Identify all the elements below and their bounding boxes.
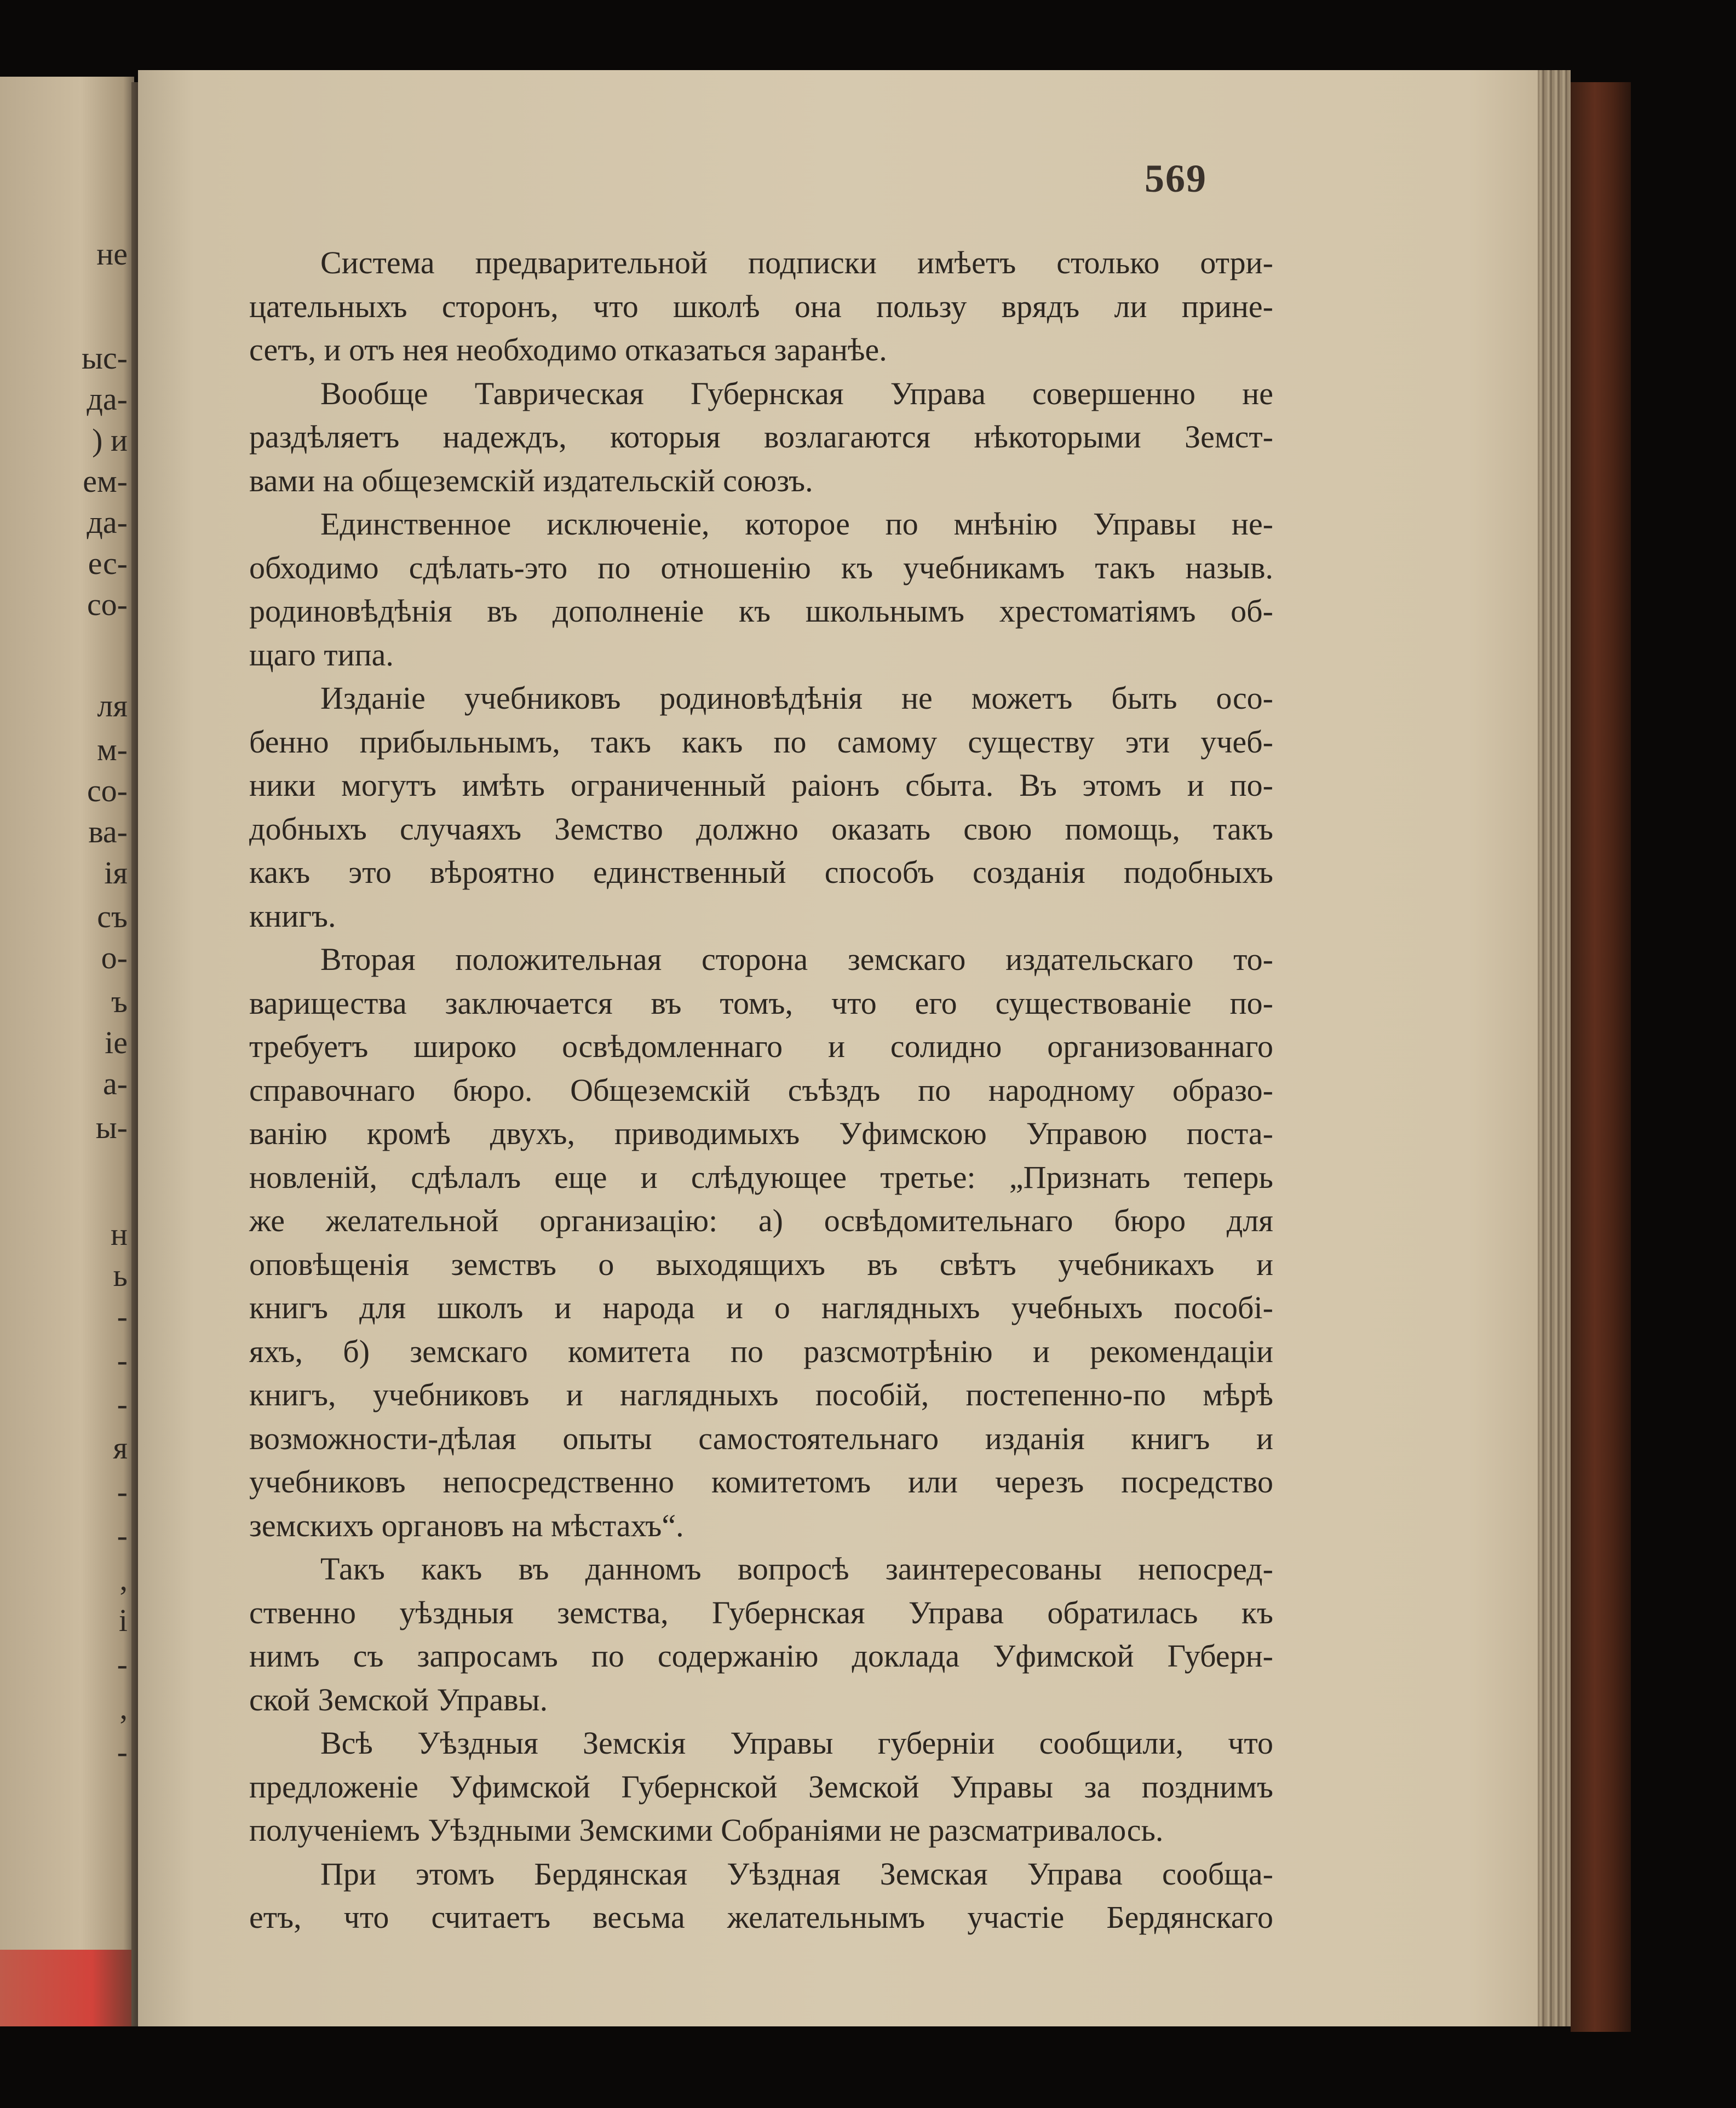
left-page-text-fragment: ыс- [81,340,128,376]
text-line: полученіемъ Уѣздными Земскими Собраніями не разсматривалось. [249,1812,1164,1848]
text-line: Вообще Таврическая Губернская Управа совершенно не [320,375,1273,411]
text-line: ской Земской Управы. [249,1681,548,1718]
text-line: оповѣщенія земствъ о выходящихъ въ свѣтъ учебникахъ и [249,1246,1273,1282]
paragraph [249,372,1273,503]
left-page-text-fragment: ес- [88,545,128,581]
left-page-text-fragment: ) и [92,422,128,458]
left-page-text-fragment: со- [87,587,128,622]
paragraph [249,938,1273,1547]
left-page-text-fragment: - [117,1518,128,1553]
text-line: раздѣляетъ надеждъ, которыя возлагаются нѣкоторыми Земст- [249,419,1273,455]
text-line: ники могутъ имѣть ограниченный раіонъ сбыта. Въ этомъ и по- [249,767,1273,803]
paragraph [249,676,1273,938]
left-page-text-fragment: - [117,1299,128,1334]
left-page-text-fragment: ь [113,1257,128,1293]
left-page-text-fragment: - [117,1342,128,1378]
left-page-text-fragment: - [117,1734,128,1770]
text-line: Такъ какъ въ данномъ вопросѣ заинтересованы непосред- [320,1551,1273,1587]
text-line: учебниковъ непосредственно комитетомъ или черезъ посредство [249,1464,1273,1500]
left-page-text-fragment: о- [101,940,128,975]
left-page-text-fragment: да- [87,504,128,540]
book-binding [1571,82,1631,2032]
text-line: родиновѣдѣнія въ дополненіе къ школьнымъ хрестоматіямъ об- [249,593,1273,629]
left-page-text-fragment: , [119,1690,128,1726]
left-page-text-fragment: н [110,1216,128,1252]
left-page-text-fragment: , [119,1561,128,1597]
left-page-text-fragment: іе [105,1025,128,1060]
text-line: добныхъ случаяхъ Земство должно оказать свою помощь, такъ [249,811,1273,847]
left-page-text-fragment: ія [104,855,128,891]
text-line: етъ, что считаетъ весьма желательнымъ участіе Бердянскаго [249,1899,1273,1935]
left-page-text-fragment: - [117,1386,128,1422]
left-page-red-edge [0,1950,131,2026]
text-line: ванію кромѣ двухъ, приводимыхъ Уфимскою Управою поста- [249,1116,1273,1151]
text-line: книгъ, учебниковъ и наглядныхъ пособій, постепенно-по мѣрѣ [249,1377,1273,1412]
text-line: яхъ, б) земскаго комитета по разсмотрѣнію и рекомендаціи [249,1333,1273,1369]
left-page-text-fragment: да- [87,381,128,417]
paragraph [249,502,1273,676]
paragraph [249,241,1273,372]
text-line: книгъ для школъ и народа и о наглядныхъ учебныхъ пособі- [249,1290,1273,1325]
page-number: 569 [1145,157,1207,200]
text-line: щаго типа. [249,636,394,673]
text-line: возможности-дѣлая опыты самостоятельнаго изданія книгъ и [249,1420,1273,1456]
text-line: Изданіе учебниковъ родиновѣдѣнія не можетъ быть осо- [320,680,1273,716]
text-line: сетъ, и отъ нея необходимо отказаться заранѣе. [249,332,887,367]
text-line: При этомъ Бердянская Уѣздная Земская Управа сообща- [320,1856,1273,1892]
left-page-text-fragment: ъ [111,984,128,1019]
text-line: же желательной организацію: а) освѣдомительнаго бюро для [249,1203,1273,1238]
text-line: обходимо сдѣлать-это по отношенію къ учебникамъ такъ назыв. [249,549,1273,585]
text-line: бенно прибыльнымъ, такъ какъ по самому существу эти учеб- [249,723,1273,760]
text-line: варищества заключается въ томъ, что его существованіе по- [249,985,1273,1021]
text-line: Единственное исключеніе, которое по мнѣнію Управы не- [320,506,1273,542]
left-page-text-fragment: м- [96,732,128,767]
left-page-text-fragment: ы- [95,1110,128,1145]
left-page-text-fragment: не [96,236,128,272]
text-line: ственно уѣздныя земства, Губернская Управа обратилась къ [249,1594,1273,1630]
left-page-text-fragment: ем- [83,463,128,499]
page-edges [1538,70,1571,2026]
text-line: Всѣ Уѣздныя Земскія Управы губерніи сообщили, что [320,1725,1273,1761]
text-line: книгъ. [249,898,336,934]
text-line: Система предварительной подписки имѣетъ столько отри- [320,245,1273,280]
text-line: цательныхъ сторонъ, что школѣ она пользу врядъ ли прине- [249,288,1273,324]
text-line: требуетъ широко освѣдомленнаго и солидно организованнаго [249,1029,1273,1064]
text-line: нимъ съ запросамъ по содержанію доклада Уфимской Губерн- [249,1638,1273,1674]
left-page-text-fragment: і [118,1602,128,1638]
text-line: Вторая положительная сторона земскаго издательскаго то- [320,941,1273,977]
left-page-text-fragment: со- [87,773,128,808]
text-line: предложеніе Уфимской Губернской Земской Управы за позднимъ [249,1768,1273,1805]
left-page-text-fragment: я [113,1430,128,1466]
left-page-text-fragment: - [117,1646,128,1682]
left-page-text-fragment: ва- [88,814,128,849]
page-body-text [249,241,1273,1939]
left-page [0,77,134,2026]
left-page-text-fragment: а- [102,1066,128,1101]
left-page-text-fragment: ля [97,688,128,723]
text-line: новленій, сдѣлалъ еще и слѣдующее третье: „Признать теперь [249,1159,1273,1195]
paragraph [249,1852,1273,1939]
left-page-text-fragment: съ [97,899,128,934]
text-line: земскихъ органовъ на мѣстахъ“. [249,1507,684,1543]
text-line: справочнаго бюро. Общеземскій съѣздъ по народному образо- [249,1072,1273,1108]
left-page-text-fragment: - [117,1474,128,1509]
text-line: вами на общеземскій издательскій союзъ. [249,462,813,498]
paragraph [249,1547,1273,1721]
paragraph [249,1721,1273,1852]
text-line: какъ это вѣроятно единственный способъ созданія подобныхъ [249,854,1273,890]
